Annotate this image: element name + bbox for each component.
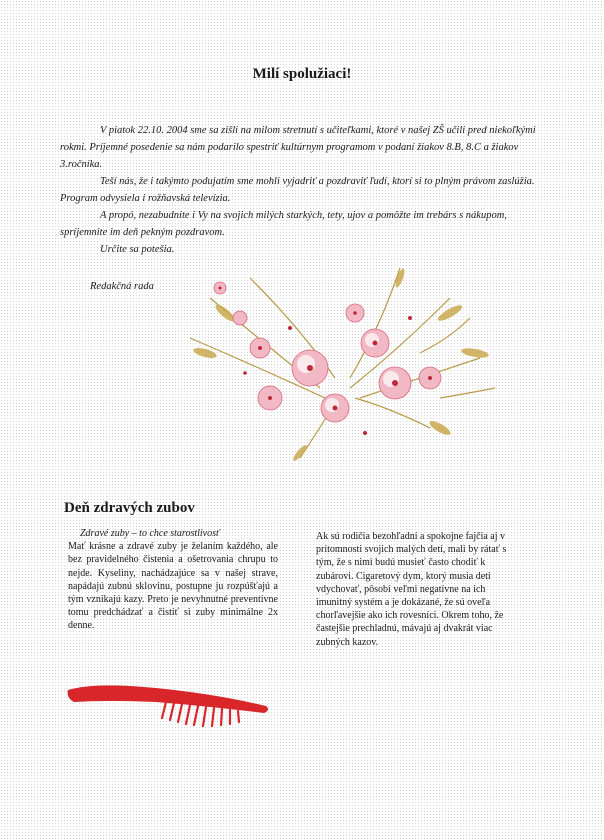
section-heading: Deň zdravých zubov [64, 500, 195, 516]
intro-closing: Určite sa potešia. [100, 244, 175, 255]
article-right-column: Ak sú rodičia bezohľadní a spokojne fajčia aj v prítomnosti svojich malých detí, mali by rátať s tým, že s nimi budú musieť často chodiť k zubárovi. Cigaretový dym, ktorý musia deti vdychovať, pôsobí veľmi negatívne na ich imunitný systém a je dokázané, že sú oveľa chorľavejšie ako ich rovesníci. Okrem toho, že častejšie prechladnú, mávajú aj dvakrát viac zubných kazov. [316, 531, 507, 648]
intro-paragraph-3: A propó, nezabudnite i Vy na svojich milých starkých, tety, ujov a pomôžte im trebárs s nákupom, spríjemnite im deň pekným pozdravom. [60, 210, 507, 238]
article-left-text: Mať krásne a zdravé zuby je želaním každého, ale bez pravidelného čistenia a ošetrovania chrupu to nejde. Kyseliny, nachádzajúce sa v našej strave, napádajú zubnú sklovinu, postupne ju rozpúšťajú a tým vznikajú kazy. Preto je nevyhnutné preventívne tomu predchádzať a čistiť si zuby minimálne 2x denne. [68, 541, 278, 632]
article-left-column [68, 527, 278, 633]
red-comb-illustration [66, 680, 276, 728]
intro-paragraph-2: Teší nás, že i takýmto podujatím sme mohli vyjadriť a pozdraviť ľudí, ktorí si to plným právom zaslúžia. Program odvysiela i rožňavská televízia. [60, 176, 535, 204]
flower-bouquet-illustration [150, 258, 510, 473]
page-title: Milí spolužiaci! [252, 66, 352, 82]
intro-paragraph-1: V piatok 22.10. 2004 sme sa zišli na milom stretnutí s učiteľkami, ktoré v našej ZŠ učili pred niekoľkými rokmi. Príjemné posedenie sa nám podarilo spestriť kultúrnym programom v podaní žiakov 8.B, 8.C a žiakov 3.ročníka. [60, 125, 536, 170]
article-subtitle: Zdravé zuby – to chce starostlivosť [80, 528, 220, 539]
signature: Redakčná rada [90, 281, 154, 292]
